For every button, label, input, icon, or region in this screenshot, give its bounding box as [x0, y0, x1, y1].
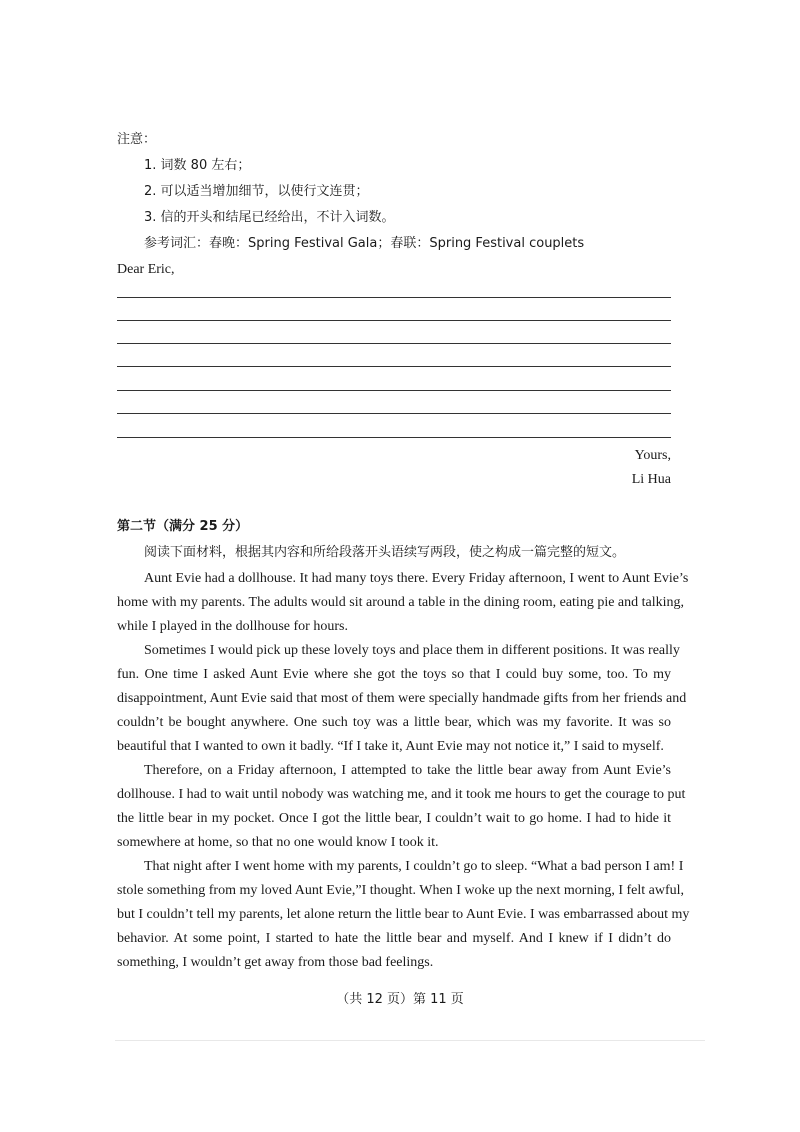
passage-line: disappointment, Aunt Evie said that most of them were specially handmade gifts from her friends and — [117, 691, 687, 706]
section-title: 第二节（满分 25 分） — [117, 519, 249, 534]
section-instruction: 阅读下面材料，根据其内容和所给段落开头语续写两段，使之构成一篇完整的短文。 — [144, 545, 626, 560]
passage-line: Aunt Evie had a dollhouse. It had many toys there. Every Friday afternoon, I went to Aunt Evie’s — [144, 571, 689, 586]
writing-line — [117, 390, 671, 391]
passage-line: beautiful that I wanted to own it badly. “If I take it, Aunt Evie may not notice it,” I said to myself. — [117, 739, 664, 754]
writing-line — [117, 320, 671, 321]
passage-line: the little bear in my pocket. Once I got the little bear, I couldn’t wait to go home. I had to hide it — [117, 811, 671, 826]
passage-line: That night after I went home with my parents, I couldn’t go to sleep. “What a bad person I am! I — [144, 859, 684, 874]
note-item-3: 3. 信的开头和结尾已经给出，不计入词数。 — [144, 210, 395, 225]
passage-line: Sometimes I would pick up these lovely toys and place them in different positions. It was really — [144, 643, 680, 658]
note-item-1: 1. 词数 80 左右； — [144, 158, 251, 173]
passage-line: fun. One time I asked Aunt Evie where she got the toys so that I could buy some, too. To my — [117, 667, 671, 682]
passage-line: something, I wouldn’t get away from those bad feelings. — [117, 955, 434, 970]
reference-vocabulary: 参考词汇：春晚：Spring Festival Gala；春联：Spring Festival couplets — [144, 236, 585, 251]
passage-line: couldn’t be bought anywhere. One such toy was a little bear, which was my favorite. It was so — [117, 715, 671, 730]
passage-line: home with my parents. The adults would sit around a table in the dining room, eating pie and talking, — [117, 595, 685, 610]
letter-signature: Li Hua — [631, 472, 671, 487]
passage-line: Therefore, on a Friday afternoon, I attempted to take the little bear away from Aunt Evie’s — [144, 763, 671, 778]
writing-line — [117, 413, 671, 414]
passage-line: behavior. At some point, I started to hate the little bear and myself. And I knew if I didn’t do — [117, 931, 671, 946]
passage-line: while I played in the dollhouse for hours. — [117, 619, 348, 634]
writing-line — [117, 297, 671, 298]
bottom-divider — [115, 1040, 705, 1041]
passage-line: stole something from my loved Aunt Evie,”I thought. When I woke up the next morning, I felt awful, — [117, 883, 685, 898]
letter-closing: Yours, — [634, 448, 671, 463]
passage-line: somewhere at home, so that no one would know I took it. — [117, 835, 439, 850]
writing-line — [117, 437, 671, 438]
letter-greeting: Dear Eric, — [117, 262, 175, 277]
passage-line: but I couldn’t tell my parents, let alone return the little bear to Aunt Evie. I was embarrassed about my — [117, 907, 690, 922]
page-number: （共 12 页）第 11 页 — [336, 992, 464, 1007]
note-item-2: 2. 可以适当增加细节，以使行文连贯； — [144, 184, 369, 199]
writing-line — [117, 366, 671, 367]
passage-line: dollhouse. I had to wait until nobody was watching me, and it took me hours to get the courage to put — [117, 787, 686, 802]
notes-heading: 注意： — [117, 132, 157, 147]
writing-line — [117, 343, 671, 344]
